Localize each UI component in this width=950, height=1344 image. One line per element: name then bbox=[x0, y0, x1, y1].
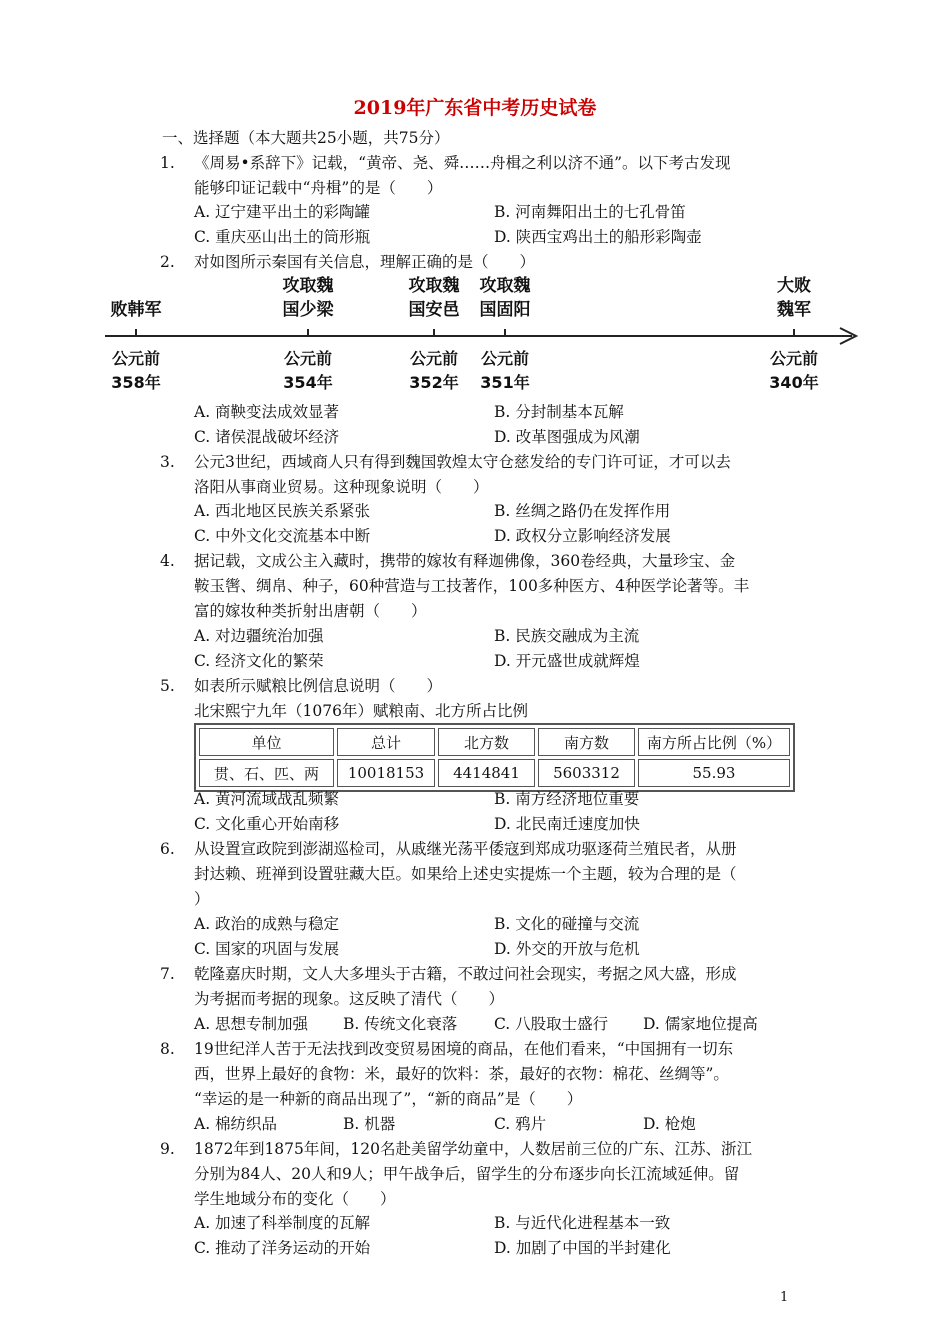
table-caption: 北宋熙宁九年（1076年）赋粮南、北方所占比例 bbox=[194, 702, 528, 720]
question-8-option-b[interactable]: B. 机器 bbox=[343, 1115, 396, 1133]
table-cell: 贯、石、匹、两 bbox=[199, 759, 334, 787]
question-2-option-b[interactable]: B. 分封制基本瓦解 bbox=[494, 403, 624, 421]
question-7-option-a[interactable]: A. 思想专制加强 bbox=[194, 1015, 309, 1033]
question-6-text: ） bbox=[194, 890, 210, 908]
question-7-text: 为考据而考据的现象。这反映了清代（ ） bbox=[194, 990, 505, 1008]
question-7-option-b[interactable]: B. 传统文化衰落 bbox=[343, 1015, 458, 1033]
timeline-event-5-label: 魏军 bbox=[777, 300, 811, 320]
timeline-event-3-date: 352年 bbox=[409, 373, 459, 392]
question-1-option-d[interactable]: D. 陕西宝鸡出土的船形彩陶壶 bbox=[494, 228, 702, 246]
table-cell: 4414841 bbox=[438, 759, 535, 787]
question-8-text: 19世纪洋人苦于无法找到改变贸易困境的商品，在他们看来，“中国拥有一切东 bbox=[194, 1040, 734, 1058]
question-5-option-a[interactable]: A. 黄河流域战乱频繁 bbox=[194, 790, 340, 808]
question-8-option-a[interactable]: A. 棉纺织品 bbox=[194, 1115, 278, 1133]
question-1-text: 《周易•系辞下》记载，“黄帝、尧、舜……舟楫之利以济不通”。以下考古发现 bbox=[194, 154, 731, 172]
timeline-event-2-label: 国少梁 bbox=[282, 300, 334, 320]
timeline-event-3-label: 国安邑 bbox=[408, 300, 460, 320]
question-4-number: 4. bbox=[160, 552, 175, 570]
question-9-option-d[interactable]: D. 加剧了中国的半封建化 bbox=[494, 1239, 671, 1257]
timeline-event-3-label: 攻取魏 bbox=[408, 276, 460, 296]
timeline-event-4-date: 公元前 bbox=[480, 349, 529, 368]
table-cell: 5603312 bbox=[538, 759, 635, 787]
question-3-text: 洛阳从事商业贸易。这种现象说明（ ） bbox=[194, 478, 489, 496]
timeline-event-5-date: 公元前 bbox=[769, 349, 818, 368]
question-7-number: 7. bbox=[160, 965, 175, 983]
tax-grain-table bbox=[194, 723, 795, 792]
question-9-text: 学生地域分布的变化（ ） bbox=[194, 1190, 396, 1208]
question-4-option-d[interactable]: D. 开元盛世成就辉煌 bbox=[494, 652, 640, 670]
question-2-text: 对如图所示秦国有关信息，理解正确的是（ ） bbox=[194, 253, 536, 271]
question-3-option-a[interactable]: A. 西北地区民族关系紧张 bbox=[194, 502, 371, 520]
question-6-option-b[interactable]: B. 文化的碰撞与交流 bbox=[494, 915, 640, 933]
table-cell: 10018153 bbox=[337, 759, 435, 787]
timeline-event-2-date: 公元前 bbox=[283, 349, 332, 368]
question-4-text: 据记载，文成公主入藏时，携带的嫁妆有释迦佛像，360卷经典，大量珍宝、金 bbox=[194, 552, 736, 570]
question-5-option-b[interactable]: B. 南方经济地位重要 bbox=[494, 790, 640, 808]
question-5-option-c[interactable]: C. 文化重心开始南移 bbox=[194, 815, 340, 833]
timeline-event-2-label: 攻取魏 bbox=[282, 276, 334, 296]
timeline-event-4-label: 国固阳 bbox=[479, 300, 531, 320]
section-heading: 一、选择题（本大题共25小题，共75分） bbox=[162, 129, 450, 147]
question-4-option-c[interactable]: C. 经济文化的繁荣 bbox=[194, 652, 324, 670]
question-3-option-d[interactable]: D. 政权分立影响经济发展 bbox=[494, 527, 671, 545]
question-9-option-b[interactable]: B. 与近代化进程基本一致 bbox=[494, 1214, 671, 1232]
question-1-option-a[interactable]: A. 辽宁建平出土的彩陶罐 bbox=[194, 203, 371, 221]
timeline-event-5-label: 大败 bbox=[777, 276, 811, 296]
table-header-cell: 总计 bbox=[337, 728, 435, 756]
question-3-text: 公元3世纪，西域商人只有得到魏国敦煌太守仓慈发给的专门许可证，才可以去 bbox=[194, 453, 731, 471]
question-7-option-c[interactable]: C. 八股取士盛行 bbox=[494, 1015, 609, 1033]
question-6-text: 从设置宣政院到澎湖巡检司，从戚继光荡平倭寇到郑成功驱逐荷兰殖民者，从册 bbox=[194, 840, 737, 858]
table-cell: 55.93 bbox=[638, 759, 790, 787]
table-row bbox=[199, 759, 790, 787]
question-3-option-c[interactable]: C. 中外文化交流基本中断 bbox=[194, 527, 371, 545]
question-6-option-c[interactable]: C. 国家的巩固与发展 bbox=[194, 940, 340, 958]
timeline-event-1-date: 公元前 bbox=[111, 349, 160, 368]
question-3-number: 3. bbox=[160, 453, 175, 471]
question-9-option-c[interactable]: C. 推动了洋务运动的开始 bbox=[194, 1239, 371, 1257]
question-2-option-d[interactable]: D. 改革图强成为风潮 bbox=[494, 428, 640, 446]
timeline-event-1-label: 败韩军 bbox=[110, 300, 162, 320]
question-3-option-b[interactable]: B. 丝绸之路仍在发挥作用 bbox=[494, 502, 671, 520]
question-6-option-a[interactable]: A. 政治的成熟与稳定 bbox=[194, 915, 340, 933]
timeline-event-1-date: 358年 bbox=[111, 373, 161, 392]
question-2-number: 2. bbox=[160, 253, 175, 271]
page-title: 2019年广东省中考历史试卷 bbox=[353, 97, 597, 119]
question-5-text: 如表所示赋粮比例信息说明（ ） bbox=[194, 677, 443, 695]
question-8-option-c[interactable]: C. 鸦片 bbox=[494, 1115, 547, 1133]
question-8-text: 西，世界上最好的食物：米，最好的饮料：茶，最好的衣物：棉花、丝绸等”。 bbox=[194, 1065, 729, 1083]
question-9-text: 1872年到1875年间，120名赴美留学幼童中，人数居前三位的广东、江苏、浙江 bbox=[194, 1140, 752, 1158]
question-7-text: 乾隆嘉庆时期，文人大多埋头于古籍，不敢过问社会现实，考据之风大盛，形成 bbox=[194, 965, 737, 983]
question-7-option-d[interactable]: D. 儒家地位提高 bbox=[643, 1015, 758, 1033]
question-1-option-c[interactable]: C. 重庆巫山出土的筒形瓶 bbox=[194, 228, 371, 246]
question-9-option-a[interactable]: A. 加速了科举制度的瓦解 bbox=[194, 1214, 371, 1232]
question-4-option-a[interactable]: A. 对边疆统治加强 bbox=[194, 627, 324, 645]
table-header-cell: 北方数 bbox=[438, 728, 535, 756]
question-8-option-d[interactable]: D. 枪炮 bbox=[643, 1115, 696, 1133]
question-6-number: 6. bbox=[160, 840, 175, 858]
question-8-number: 8. bbox=[160, 1040, 175, 1058]
question-1-option-b[interactable]: B. 河南舞阳出土的七孔骨笛 bbox=[494, 203, 686, 221]
table-header-cell: 南方数 bbox=[538, 728, 635, 756]
timeline-event-4-date: 351年 bbox=[480, 373, 530, 392]
question-6-option-d[interactable]: D. 外交的开放与危机 bbox=[494, 940, 640, 958]
question-1-text: 能够印证记载中“舟楫”的是（ ） bbox=[194, 179, 443, 197]
page-number: 1 bbox=[780, 1290, 789, 1305]
question-8-text: “幸运的是一种新的商品出现了”，“新的商品”是（ ） bbox=[194, 1090, 583, 1108]
question-5-number: 5. bbox=[160, 677, 175, 695]
question-2-option-c[interactable]: C. 诸侯混战破坏经济 bbox=[194, 428, 340, 446]
timeline-event-4-label: 攻取魏 bbox=[479, 276, 531, 296]
table-header-cell: 单位 bbox=[199, 728, 334, 756]
timeline-event-5-date: 340年 bbox=[769, 373, 819, 392]
question-2-option-a[interactable]: A. 商鞅变法成效显著 bbox=[194, 403, 340, 421]
question-4-text: 鞍玉辔、绸帛、种子，60种营造与工技著作，100多种医方、4种医学论著等。丰 bbox=[194, 577, 750, 595]
timeline-event-2-date: 354年 bbox=[283, 373, 333, 392]
question-9-number: 9. bbox=[160, 1140, 175, 1158]
question-1-number: 1. bbox=[160, 154, 175, 172]
table-header-cell: 南方所占比例（%） bbox=[638, 728, 790, 756]
timeline-event-3-date: 公元前 bbox=[409, 349, 458, 368]
table-header-row bbox=[199, 728, 790, 756]
question-9-text: 分别为84人、20人和9人；甲午战争后，留学生的分布逐步向长江流域延伸。留 bbox=[194, 1165, 740, 1183]
question-6-text: 封达赖、班禅到设置驻藏大臣。如果给上述史实提炼一个主题，较为合理的是（ bbox=[194, 865, 737, 883]
question-4-text: 富的嫁妆种类折射出唐朝（ ） bbox=[194, 602, 427, 620]
question-4-option-b[interactable]: B. 民族交融成为主流 bbox=[494, 627, 640, 645]
question-5-option-d[interactable]: D. 北民南迁速度加快 bbox=[494, 815, 640, 833]
